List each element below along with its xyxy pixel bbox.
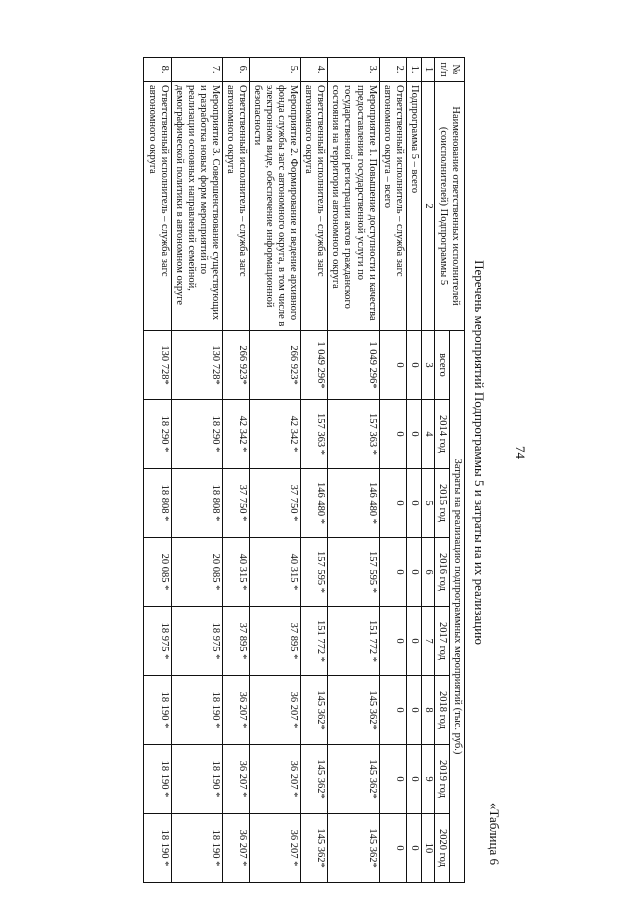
column-number: 8: [421, 676, 434, 745]
column-number: 3: [421, 331, 434, 400]
cell-year-value: 0: [406, 745, 421, 814]
table-row: [301, 58, 328, 883]
cell-year-value: 151 772 *: [301, 607, 328, 676]
table-row: [250, 58, 301, 883]
cell-year-value: 37 750 *: [222, 469, 249, 538]
cell-year-value: 18 190 *: [144, 745, 171, 814]
cell-year-value: 36 207 *: [222, 745, 249, 814]
cell-year-value: 18 190 *: [171, 814, 222, 883]
header-year: 2018 год: [434, 676, 449, 745]
cell-year-value: 0: [379, 469, 406, 538]
cell-year-value: 157 595 *: [301, 538, 328, 607]
row-number: 1.: [406, 58, 421, 82]
cell-year-value: 36 207 *: [222, 814, 249, 883]
row-number: 2.: [379, 58, 406, 82]
header-year: 2017 год: [434, 607, 449, 676]
cell-total: 130 728*: [171, 331, 222, 400]
cell-year-value: 0: [406, 814, 421, 883]
table-row: [144, 58, 171, 883]
cell-year-value: 0: [379, 538, 406, 607]
header-year: 2016 год: [434, 538, 449, 607]
cell-year-value: 18 290 *: [171, 400, 222, 469]
cell-year-value: 145 362*: [301, 676, 328, 745]
table-row: [171, 58, 222, 883]
cell-year-value: 36 207 *: [250, 745, 301, 814]
row-number: 7.: [171, 58, 222, 82]
activities-cost-table: [144, 57, 466, 883]
table-row: [406, 58, 421, 883]
cell-year-value: 40 315 *: [222, 538, 249, 607]
cell-year-value: 0: [379, 676, 406, 745]
cell-year-value: 20 085 *: [144, 538, 171, 607]
cell-total: 1 049 296*: [301, 331, 328, 400]
row-name: Мероприятие 3. Совершенствование существующих и разработка новых форм мероприятий по реализации основных направлений семейной, демографической политики в автономном округе: [171, 82, 222, 331]
row-name: Ответственный исполнитель – служба загс автономного округа: [301, 82, 328, 331]
header-name: Наименование ответственных исполнителей (соисполнителей) Подпрограммы 5: [434, 82, 464, 331]
cell-total: 266 923*: [250, 331, 301, 400]
cell-year-value: 18 808 *: [171, 469, 222, 538]
header-row-1: [449, 58, 464, 883]
header-year: 2019 год: [434, 745, 449, 814]
cell-year-value: 36 207 *: [222, 676, 249, 745]
table-row: [222, 58, 249, 883]
cell-year-value: 0: [379, 814, 406, 883]
cell-year-value: 36 207 *: [250, 676, 301, 745]
row-number: 6.: [222, 58, 249, 82]
column-number: 9: [421, 745, 434, 814]
cell-year-value: 145 362*: [301, 745, 328, 814]
column-number: 4: [421, 400, 434, 469]
row-number: 4.: [301, 58, 328, 82]
cell-year-value: 0: [406, 676, 421, 745]
table-label: «Таблица 6: [487, 802, 502, 865]
row-name: Ответственный исполнитель – служба загс автономного округа – всего: [379, 82, 406, 331]
cell-year-value: 18 975 *: [144, 607, 171, 676]
table-row: [328, 58, 379, 883]
cell-year-value: 37 895 *: [222, 607, 249, 676]
cell-year-value: 37 895 *: [250, 607, 301, 676]
row-name: Ответственный исполнитель – служба загс автономного округа: [144, 82, 171, 331]
column-number: 5: [421, 469, 434, 538]
cell-year-value: 0: [379, 745, 406, 814]
column-number: 6: [421, 538, 434, 607]
cell-total: 0: [406, 331, 421, 400]
cell-year-value: 0: [379, 607, 406, 676]
column-number: 2: [421, 82, 434, 331]
cell-year-value: 145 362*: [328, 745, 379, 814]
header-year: 2015 год: [434, 469, 449, 538]
header-total: всего: [434, 331, 449, 400]
cell-year-value: 157 363 *: [328, 400, 379, 469]
page-number: 74: [513, 446, 528, 459]
cell-year-value: 0: [406, 538, 421, 607]
cell-year-value: 40 315 *: [250, 538, 301, 607]
column-number: 10: [421, 814, 434, 883]
cell-year-value: 18 190 *: [144, 814, 171, 883]
cell-year-value: 0: [406, 607, 421, 676]
cell-year-value: 18 975 *: [171, 607, 222, 676]
cell-year-value: 145 362*: [328, 814, 379, 883]
cell-year-value: 145 362*: [328, 676, 379, 745]
header-costs-group: Затраты на реализацию подпрограммных мероприятий (тыс. руб.): [449, 331, 464, 883]
row-number: 8.: [144, 58, 171, 82]
header-year: 2020 год: [434, 814, 449, 883]
cell-year-value: 0: [379, 400, 406, 469]
cell-year-value: 18 190 *: [144, 676, 171, 745]
cell-total: 266 923*: [222, 331, 249, 400]
column-number: 7: [421, 607, 434, 676]
cell-year-value: 37 750 *: [250, 469, 301, 538]
cell-year-value: 151 772 *: [328, 607, 379, 676]
cell-total: 1 049 296*: [328, 331, 379, 400]
cell-year-value: 18 290 *: [144, 400, 171, 469]
cell-year-value: 36 207 *: [250, 814, 301, 883]
cell-year-value: 146 480 *: [328, 469, 379, 538]
row-name: Подпрограмма 5 – всего: [406, 82, 421, 331]
cell-year-value: 18 190 *: [171, 745, 222, 814]
header-year: 2014 год: [434, 400, 449, 469]
column-number: 1: [421, 58, 434, 82]
row-name: Ответственный исполнитель – служба загс автономного округа: [222, 82, 249, 331]
document-title: Перечень мероприятий Подпрограммы 5 и затраты на их реализацию: [472, 260, 487, 645]
cell-year-value: 146 480 *: [301, 469, 328, 538]
cell-year-value: 145 362*: [301, 814, 328, 883]
cell-year-value: 0: [406, 469, 421, 538]
header-num: № п/п: [434, 58, 464, 82]
cell-total: 130 728*: [144, 331, 171, 400]
cell-year-value: 18 190 *: [171, 676, 222, 745]
cell-year-value: 20 085 *: [171, 538, 222, 607]
cell-total: 0: [379, 331, 406, 400]
column-number-row: [421, 58, 434, 883]
cell-year-value: 42 342 *: [222, 400, 249, 469]
cell-year-value: 0: [406, 400, 421, 469]
cell-year-value: 42 342 *: [250, 400, 301, 469]
cell-year-value: 157 363 *: [301, 400, 328, 469]
row-number: 3.: [328, 58, 379, 82]
row-name: Мероприятие 1. Повышение доступности и качества предоставления государственной услуги по государственной регистрации актов гражданского состояния на территории автономного округа: [328, 82, 379, 331]
cell-year-value: 18 808 *: [144, 469, 171, 538]
row-name: Мероприятие 2. Формирование и ведение архивного фонда службы загс автономного округа, в том числе в электронном виде, обеспечение информационной безопасности: [250, 82, 301, 331]
table-row: [379, 58, 406, 883]
cell-year-value: 157 595 *: [328, 538, 379, 607]
row-number: 5.: [250, 58, 301, 82]
